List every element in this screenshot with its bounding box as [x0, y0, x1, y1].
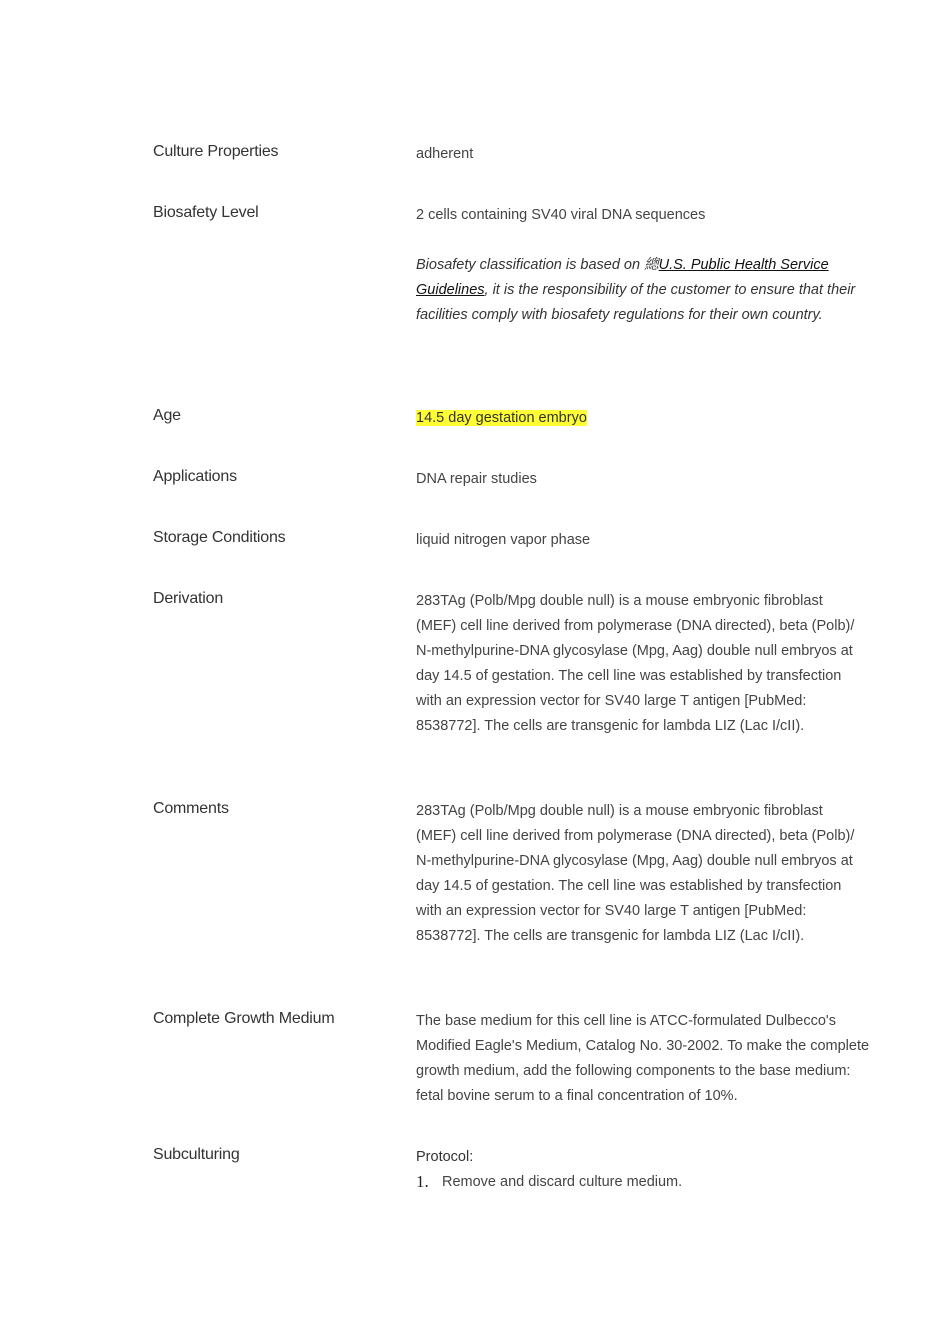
protocol-step — [416, 1170, 876, 1195]
protocol-title: Protocol: — [416, 1149, 474, 1165]
complete-growth-medium-label: Complete Growth Medium — [153, 1010, 335, 1027]
phs-guidelines-link[interactable]: U.S. Public Health Service Guidelines — [416, 257, 829, 298]
age-value — [416, 406, 876, 431]
derivation-label: Derivation — [153, 590, 224, 607]
comments-value: 283TAg (Polb/Mpg double null) is a mouse embryonic fibroblast (MEF) cell line derived from polymerase (DNA directed), beta (Polb)/ N-methylpurine-DNA glycosylase (Mpg, Aag) double null embryos at day 14.5 of gestation. The cell line was established by transfection with an expression vector for SV40 large T antigen [PubMed: 8538772]. The cells are transgenic for lambda LIZ (Lac I/cII). — [416, 803, 855, 944]
biosafety-note-prefix: Biosafety classification is based on — [416, 257, 645, 273]
age-highlighted-text: 14.5 day gestation embryo — [416, 410, 587, 426]
derivation-value: 283TAg (Polb/Mpg double null) is a mouse embryonic fibroblast (MEF) cell line derived from polymerase (DNA directed), beta (Polb)/ N-methylpurine-DNA glycosylase (Mpg, Aag) double null embryos at day 14.5 of gestation. The cell line was established by transfection with an expression vector for SV40 large T antigen [PubMed: 8538772]. The cells are transgenic for lambda LIZ (Lac I/cII). — [416, 593, 855, 734]
biosafety-level-label: Biosafety Level — [153, 204, 259, 221]
age-label: Age — [153, 407, 181, 424]
culture-properties-label: Culture Properties — [153, 143, 279, 160]
storage-conditions-label: Storage Conditions — [153, 529, 286, 546]
biosafety-note — [416, 253, 861, 328]
storage-conditions-value: liquid nitrogen vapor phase — [416, 532, 591, 548]
applications-value: DNA repair studies — [416, 471, 537, 487]
comments-label: Comments — [153, 800, 229, 817]
complete-growth-medium-value: The base medium for this cell line is ATCC-formulated Dulbecco's Modified Eagle's Medium, Catalog No. 30-2002. To make the complete growth medium, add the following components to the base medium: fetal bovine serum to a final concentration of 10%. — [416, 1013, 870, 1104]
culture-properties-value: adherent — [416, 146, 474, 162]
subculturing-section — [416, 1145, 876, 1195]
applications-label: Applications — [153, 468, 237, 485]
biosafety-note-glyph: 總 — [644, 257, 659, 273]
protocol-step-text: Remove and discard culture medium. — [442, 1174, 683, 1190]
protocol-step-number: 1. — [416, 1172, 429, 1191]
biosafety-level-value — [416, 203, 876, 228]
biosafety-level-text: 2 cells containing SV40 viral DNA sequences — [416, 207, 706, 223]
biosafety-note-suffix: , it is the responsibility of the customer to ensure that their facilities comply with biosafety regulations for their own country. — [416, 282, 856, 323]
protocol-steps — [416, 1170, 876, 1195]
subculturing-label: Subculturing — [153, 1146, 240, 1163]
